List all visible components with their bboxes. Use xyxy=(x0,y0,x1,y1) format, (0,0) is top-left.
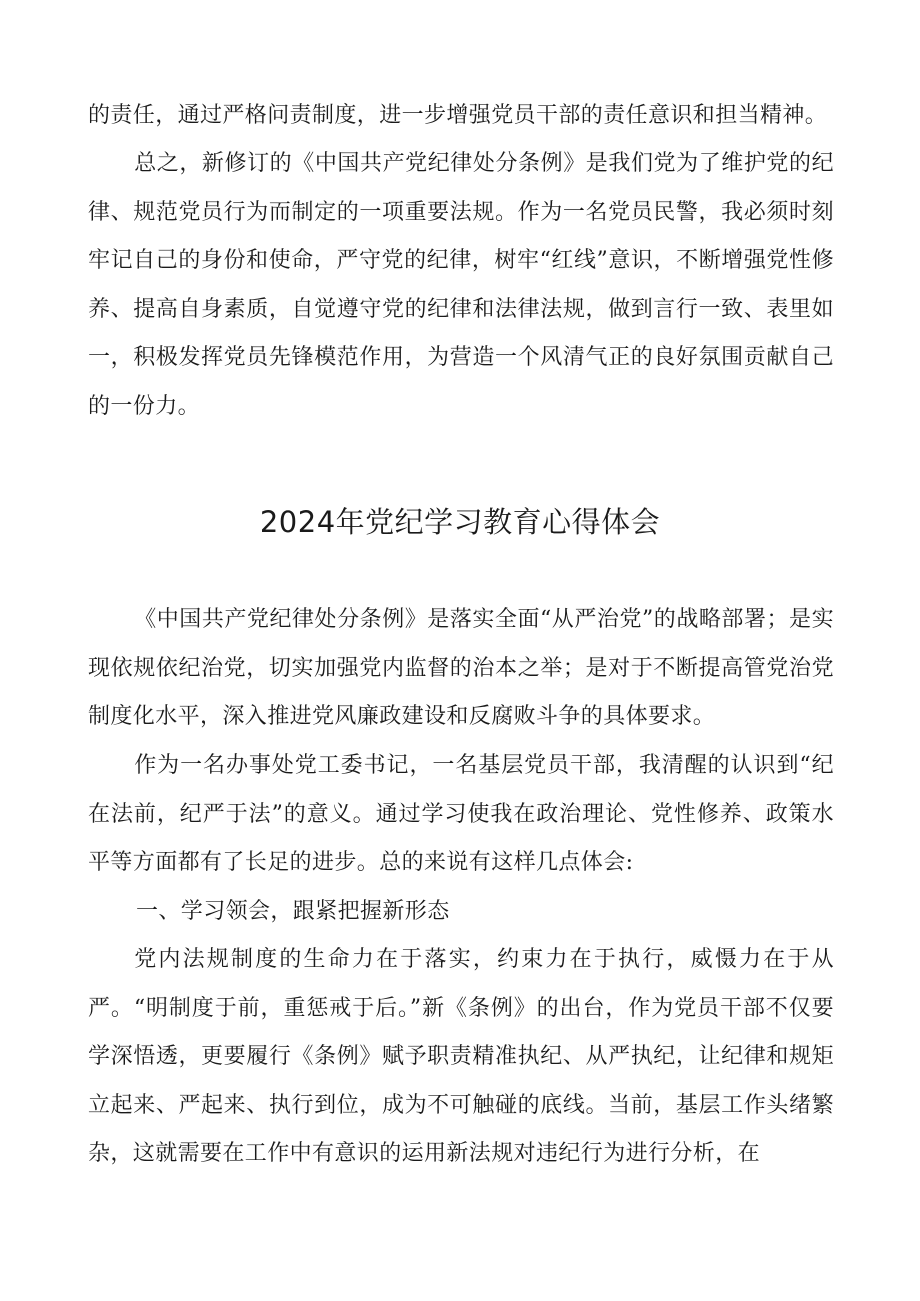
document-title: 2024年党纪学习教育心得体会 xyxy=(259,505,661,539)
section-heading: 一、学习领会，跟紧把握新形态 xyxy=(136,899,450,924)
paragraph-conclusion: 总之，新修订的《中国共产党纪律处分条例》是我们党为了维护党的纪律、规范党员行为而制定的一项重要法规。作为一名党员民警，我必须时刻牢记自己的身份和使命，严守党的纪律，树牢“红线”意识，不断增强党性修养、提高自身素质，自觉遵守党的纪律和法律法规，做到言行一致、表里如一，积极发挥党员先锋模范作用，为营造一个风清气正的良好氛围贡献自己的一份力。 xyxy=(88,151,834,419)
paragraph-intro: 《中国共产党纪律处分条例》是落实全面“从严治党”的战略部署；是实现依规依纪治党，切实加强党内监督的治本之举；是对于不断提高管党治党制度化水平，深入推进党风廉政建设和反腐败斗争的具体要求。 xyxy=(88,607,834,729)
paragraph-continuation: 的责任，通过严格问责制度，进一步增强党员干部的责任意识和担当精神。 xyxy=(88,103,828,128)
paragraph-section-body: 党内法规制度的生命力在于落实，约束力在于执行，威慑力在于从严。“明制度于前，重惩戒于后。”新《条例》的出台，作为党员干部不仅要学深悟透，更要履行《条例》赋予职责精准执纪、从严执纪，让纪律和规矩立起来、严起来、执行到位，成为不可触碰的底线。当前，基层工作头绪繁杂，这就需要在工作中有意识的运用新法规对违纪行为进行分析，在 xyxy=(88,947,834,1166)
paragraph-reflection: 作为一名办事处党工委书记，一名基层党员干部，我清醒的认识到“纪在法前，纪严于法”的意义。通过学习使我在政治理论、党性修养、政策水平等方面都有了长足的进步。总的来说有这样几点体会: xyxy=(88,753,834,875)
